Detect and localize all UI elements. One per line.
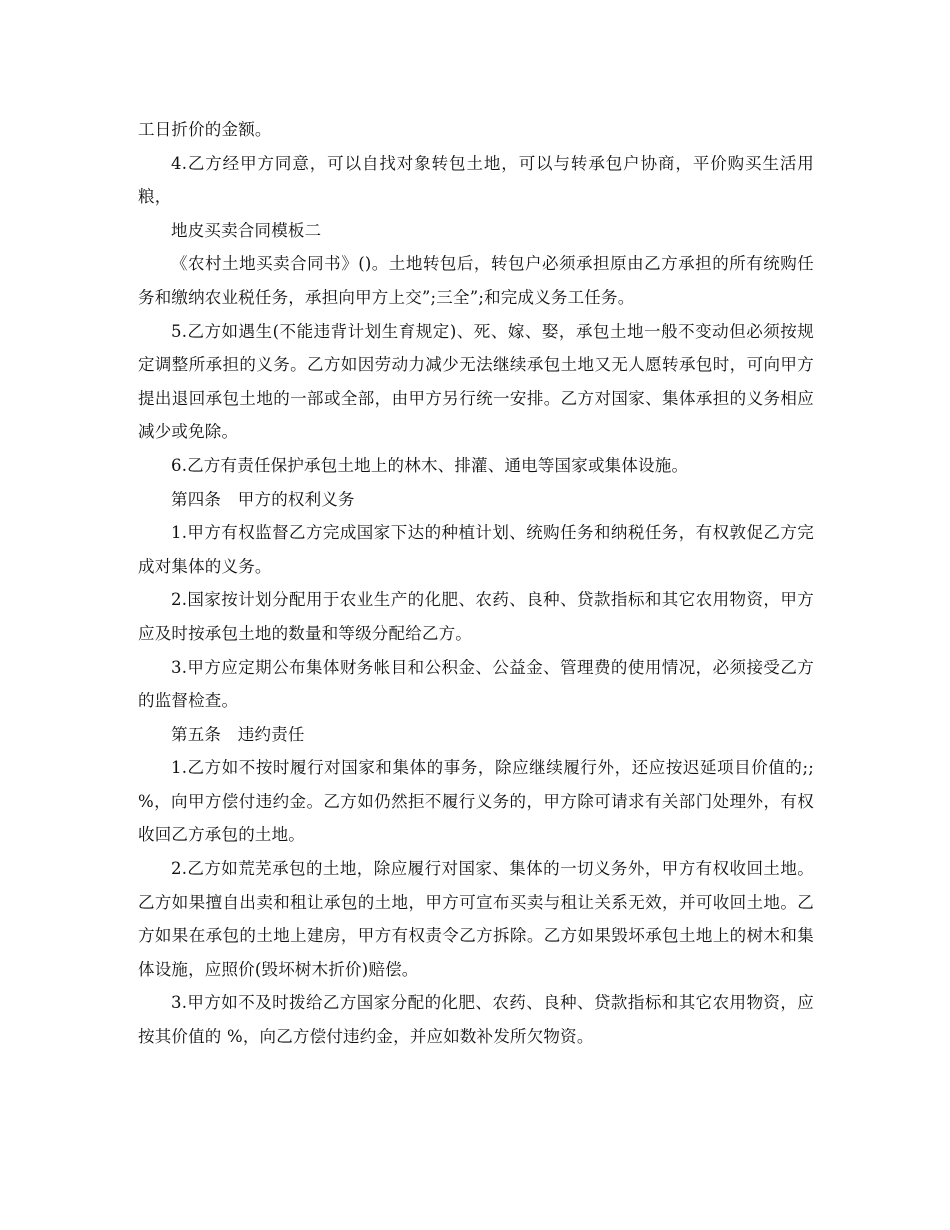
paragraph-article4-item-3: 3.甲方应定期公布集体财务帐目和公积金、公益金、管理费的使用情况，必须接受乙方的监督检查。 (138, 657, 814, 711)
paragraph-article4-item-2: 2.国家按计划分配用于农业生产的化肥、农药、良种、贷款指标和其它农用物资，甲方应及时按承包土地的数量和等级分配给乙方。 (138, 590, 814, 643)
paragraph-continuation: 工日折价的金额。 (138, 120, 272, 139)
paragraph-article5-item-3: 3.甲方如不及时拨给乙方国家分配的化肥、农药、良种、贷款指标和其它农用物资，应按其价值的 %，向乙方偿付违约金，并应如数补发所欠物资。 (138, 993, 814, 1047)
paragraph-clause-5: 5.乙方如遇生(不能违背计划生育规定)、死、嫁、娶，承包土地一般不变动但必须按规定调整所承担的义务。乙方如因劳动力减少无法继续承包土地又无人愿转承包时，可向甲方提出退回承包土地的一部或全部，由甲方另行统一安排。乙方对国家、集体承担的义务相应减少或免除。 (138, 321, 814, 442)
paragraph-article4-item-1: 1.甲方有权监督乙方完成国家下达的种植计划、统购任务和纳税任务，有权敦促乙方完成对集体的义务。 (138, 523, 814, 576)
paragraph-article5-item-1: 1.乙方如不按时履行对国家和集体的事务，除应继续履行外，还应按迟延项目价值的;; %，向甲方偿付违约金。乙方如仍然拒不履行义务的，甲方除可请求有关部门处理外，有权收回乙方承包的土地。 (138, 758, 814, 845)
section-heading-template-two: 地皮买卖合同模板二 (171, 220, 322, 240)
article-heading-five: 第五条 违约责任 (171, 724, 305, 744)
paragraph-clause-4: 4.乙方经甲方同意，可以自找对象转包土地，可以与转承包户协商，平价购买生活用粮， (138, 153, 814, 207)
paragraph-clause-6: 6.乙方有责任保护承包土地上的林木、排灌、通电等国家或集体设施。 (171, 455, 689, 475)
paragraph-article5-item-2: 2.乙方如荒芜承包的土地，除应履行对国家、集体的一切义务外，甲方有权收回土地。乙方如果擅自出卖和租让承包的土地，甲方可宣布买卖与租让关系无效，并可收回土地。乙方如果在承包的土地上建房，甲方有权责令乙方拆除。乙方如果毁坏承包土地上的树木和集体设施，应照价(毁坏树木折价)赔偿。 (138, 859, 814, 979)
article-heading-four: 第四条 甲方的权利义务 (171, 489, 355, 509)
document-body (138, 113, 814, 1054)
paragraph-contract-intro: 《农村土地买卖合同书》()。土地转包后，转包户必须承担原由乙方承担的所有统购任务和缴纳农业税任务，承担向甲方上交”;三全”;和完成义务工任务。 (138, 254, 814, 307)
